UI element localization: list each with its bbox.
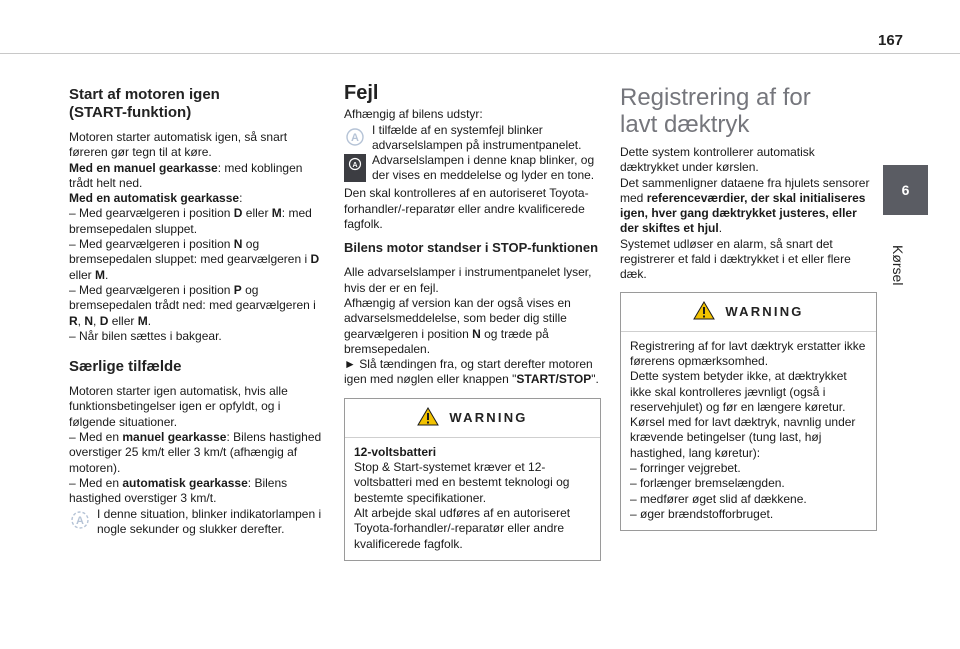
bullet-1: – Med gearvælgeren i position D eller M: med bremsepedalen sluppet. [69,206,312,236]
fault-button-text: Advarselslampen i denne knap blinker, og der vises en meddelelse og lyder en tone. [372,153,595,183]
svg-text:A: A [352,162,358,170]
tyre-p1: Dette system kontrollerer automatisk dæktrykket under kørslen. [620,145,815,175]
tyre-warning-2: Dette system betyder ikke, at dæktrykket ikke skal kontrolleres jævnligt (også i reservehjulet) og før en længere køretur. [630,369,847,414]
page-number: 167 [878,32,904,49]
tyre-warning-1: Registrering af for lavt dæktryk erstatter ikke førerens opmærksomhed. [630,338,866,368]
warning-box-battery [344,398,601,561]
lamp-note-text: I denne situation, blinker indikatorlampen i nogle sekunder og slukker derefter. [97,506,322,536]
special-intro: Motoren starter igen automatisk, hvis alle funktionsbetingelser igen er opfyldt, og i følgende situationer. [69,384,288,429]
bullet-2: – Med gearvælgeren i position N og bremsepedalen sluppet: med gearvælgeren i D eller M. [69,237,320,282]
section-title-tyre: Registrering af for lavt dæktryk [620,84,811,138]
manual-text: : med koblingen trådt helt ned. [69,160,303,190]
stall-p2: Afhængig af version kan der også vises en advarselsmeddelelse, som beder dig stille gearvælgeren i position N og træde på bremsepedalen. [344,295,571,356]
fault-check-text: Den skal kontrolleres af en autoriseret Toyota-forhandler/-reparatør eller andre kvalificerede fagfolk. [344,186,589,232]
stall-p1: Alle advarselslamper i instrumentpanelet lyser, hvis der er en fejl. [344,265,592,295]
tyre-p3: Systemet udløser en alarm, så snart det registrerer et fald i dæktrykket i et eller flere dæk. [620,236,851,282]
start-intro: Motoren starter automatisk igen, så snart føreren gør tegn til at køre. [69,130,288,160]
chapter-label: Kørsel [890,245,906,286]
faults-intro: Afhængig af bilens udstyr: [344,107,483,122]
fault-lamp-row [344,123,601,154]
tyre-warning-3: Kørsel med for lavt dæktryk, navnlig under krævende betingelser (tung last, høj hastighed, lang køretur): [630,415,856,460]
tyre-warning-4: – forringer vejgrebet. [630,461,741,476]
tyre-warning-6: – medfører øget slid af dækkene. [630,491,807,506]
manual-label: Med en manuel gearkasse [69,160,218,175]
warning-header [621,293,876,332]
warning-header [345,399,600,438]
warning-body [621,332,876,531]
auto-stop-start-lamp-icon [69,509,91,535]
section-title-faults: Fejl [344,82,379,104]
svg-text:A: A [351,131,359,144]
warning-text-1: Stop & Start-systemet kræver et 12-voltsbatteri med en bestemt teknologi og bestemte specifikationer. [354,460,570,505]
warning-text-2: Alt arbejde skal udføres af en autoriseret Toyota-forhandler/-reparatør eller andre kvalificerede fagfolk. [354,505,571,551]
auto-stop-start-lamp-icon [344,126,366,152]
column-faults [344,82,601,561]
tyre-warning-7: – øger brændstofforbruget. [630,506,774,521]
auto-colon: : [239,191,243,206]
tyre-p2: Det sammenligner dataene fra hjulets sensorer med referenceværdier, der skal initialiseres igen, hver gang dæktrykket justeres, eller der skiftes et hjul. [620,175,870,236]
chapter-tab [883,165,928,215]
header-rule [0,53,960,54]
warning-triangle-icon [417,407,439,429]
stall-p3: ► Slå tændingen fra, og start derefter motoren igen med nøglen eller knappen "START/STOP". [344,357,599,387]
off-button-icon [344,154,366,186]
auto-gearbox-line [69,191,329,206]
column-start-function [69,86,329,537]
svg-text:A: A [76,514,84,527]
warning-title: 12-voltsbatteri [354,444,437,459]
lamp-note [69,507,329,538]
special-bullet-2: – Med en automatisk gearkasse: Bilens hastighed overstiger 3 km/t. [69,475,288,506]
bullet-4: – Når bilen sættes i bakgear. [69,328,222,343]
column-tyre-pressure [620,84,876,531]
fault-button-row [344,153,601,186]
section-title-start: Start af motoren igen (START-funktion) [69,86,220,121]
section-title-special: Særlige tilfælde [69,358,182,376]
warning-label: WARNING [725,304,804,320]
manual-gearbox-line [69,161,329,192]
section-title-stall: Bilens motor standser i STOP-funktionen [344,240,599,256]
warning-box-tyre [620,292,877,532]
fault-lamp-text: I tilfælde af en systemfejl blinker advarselslampen på instrumentpanelet. [372,122,582,152]
warning-triangle-icon [693,301,715,323]
bullet-3: – Med gearvælgeren i position P og bremsepedalen trådt ned: med gearvælgeren i R, N, D eller M. [69,282,316,328]
warning-body [345,438,600,560]
warning-label: WARNING [449,410,528,426]
auto-label: Med en automatisk gearkasse [69,191,240,206]
special-bullet-1: – Med en manuel gearkasse: Bilens hastighed overstiger 25 km/t eller 3 km/t (afhængig af motoren). [69,430,322,475]
tyre-warning-5: – forlænger bremselængden. [630,476,785,491]
chapter-number: 6 [901,182,910,198]
